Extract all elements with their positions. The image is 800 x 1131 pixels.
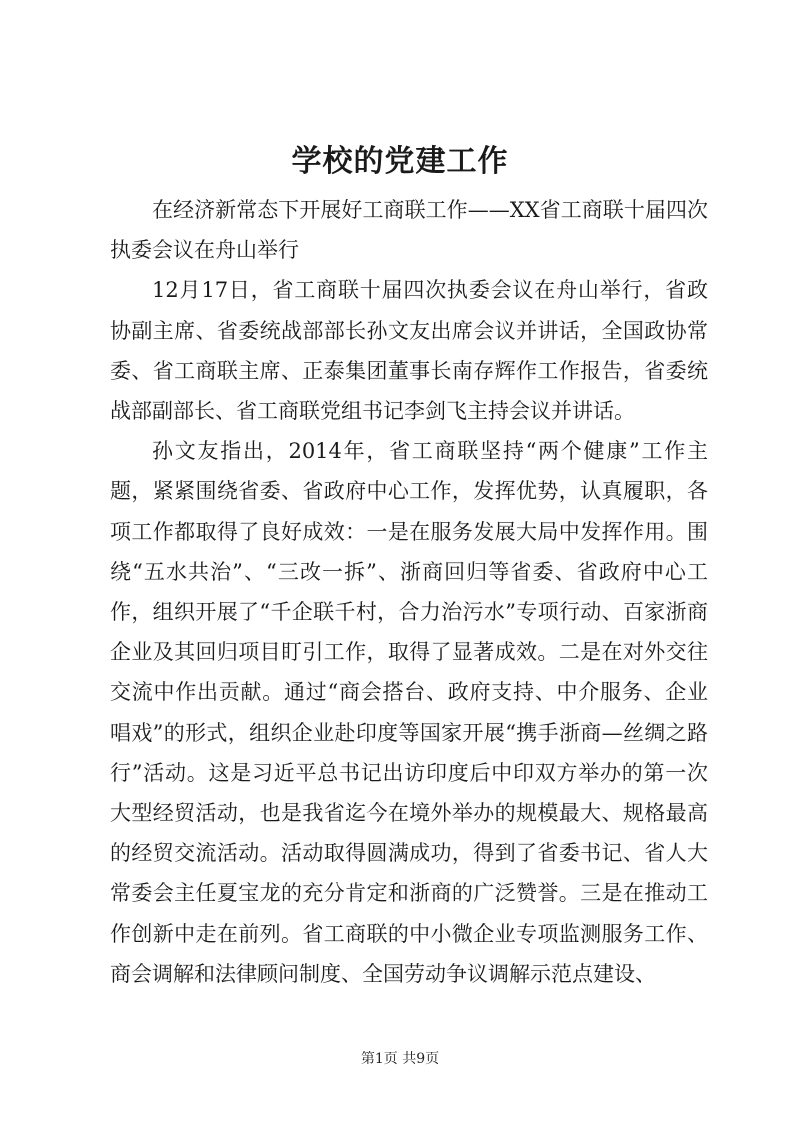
document-title: 学校的党建工作 [291, 144, 509, 179]
subtitle-paragraph: 在经济新常态下开展好工商联工作——XX省工商联十届四次执委会议在舟山举行 [110, 198, 708, 263]
page-number-footer: 第1页 共9页 [360, 1051, 440, 1067]
document-body [110, 190, 708, 994]
body-paragraph: 孙文友指出，2014年，省工商联坚持“两个健康”工作主题，紧紧围绕省委、省政府中心工作，发挥优势，认真履职，各项工作都取得了良好成效：一是在服务发展大局中发挥作用。围绕“五水共治”、“三改一拆”、浙商回归等省委、省政府中心工作，组织开展了“千企联千村，合力治污水”专项行动、百家浙商企业及其回归项目盯引工作，取得了显著成效。二是在对外交往交流中作出贡献。通过“商会搭台、政府支持、中介服务、企业唱戏”的形式，组织企业赴印度等国家开展“携手浙商—丝绸之路行”活动。这是习近平总书记出访印度后中印双方举办的第一次大型经贸活动，也是我省迄今在境外举办的规模最大、规格最高的经贸交流活动。活动取得圆满成功，得到了省委书记、省人大常委会主任夏宝龙的充分肯定和浙商的广泛赞誉。三是在推动工作创新中走在前列。省工商联的中小微企业专项监测服务工作、商会调解和法律顾问制度、全国劳动争议调解示范点建设、 [110, 439, 708, 986]
body-paragraph: 12月17日，省工商联十届四次执委会议在舟山举行，省政协副主席、省委统战部部长孙文友出席会议并讲话，全国政协常委、省工商联主席、正泰集团董事长南存辉作工作报告，省委统战部副部长、省工商联党组书记李剑飞主持会议并讲话。 [110, 278, 708, 424]
